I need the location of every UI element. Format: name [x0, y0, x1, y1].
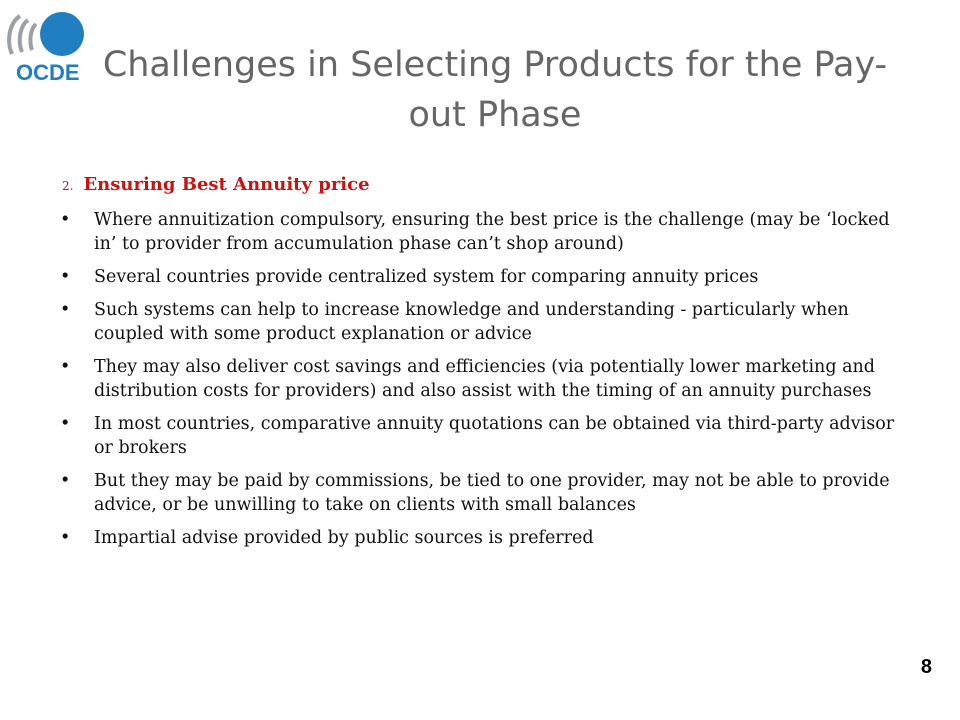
slide-title: Challenges in Selecting Products for the Pay-out Phase — [102, 45, 888, 135]
bullet-icon: • — [60, 528, 71, 548]
bullet-text: Such systems can help to increase knowledge and understanding - particularly when coupled with some product explanation or advice — [94, 300, 849, 344]
bullet-icon: • — [60, 357, 71, 377]
bullet-text: But they may be paid by commissions, be tied to one provider, may not be able to provide advice, or be unwilling to take on clients with small balances — [94, 471, 890, 515]
bullet-text: They may also deliver cost savings and efficiencies (via potentially lower marketing and distribution costs for providers) and also assist with the timing of an annuity purchases — [94, 357, 875, 401]
bullet-text: Where annuitization compulsory, ensuring the best price is the challenge (may be ‘locked in’ to provider from accumulation phase can’t shop around) — [94, 210, 890, 254]
bullet-text: Several countries provide centralized system for comparing annuity prices — [94, 267, 759, 287]
bullet-item — [60, 469, 910, 517]
page-number: 8 — [920, 656, 932, 678]
bullet-item — [60, 265, 910, 289]
bullet-item — [60, 412, 910, 460]
bullet-icon: • — [60, 414, 71, 434]
bullet-text: In most countries, comparative annuity quotations can be obtained via third-party advisor or brokers — [94, 414, 895, 458]
bullet-list — [60, 208, 910, 559]
bullet-item — [60, 208, 910, 256]
section-heading — [62, 174, 370, 195]
bullet-item — [60, 298, 910, 346]
bullet-icon: • — [60, 300, 71, 320]
bullet-text: Impartial advise provided by public sources is preferred — [94, 528, 594, 548]
oecd-logo-icon — [6, 10, 98, 60]
section-number: 2. — [62, 179, 74, 193]
bullet-item — [60, 355, 910, 403]
bullet-icon: • — [60, 471, 71, 491]
bullet-icon: • — [60, 267, 71, 287]
logo-text: OCDE — [16, 60, 80, 85]
section-heading-text: Ensuring Best Annuity price — [83, 174, 370, 195]
bullet-icon: • — [60, 210, 71, 230]
oecd-logo — [6, 10, 98, 85]
bullet-item — [60, 526, 910, 550]
